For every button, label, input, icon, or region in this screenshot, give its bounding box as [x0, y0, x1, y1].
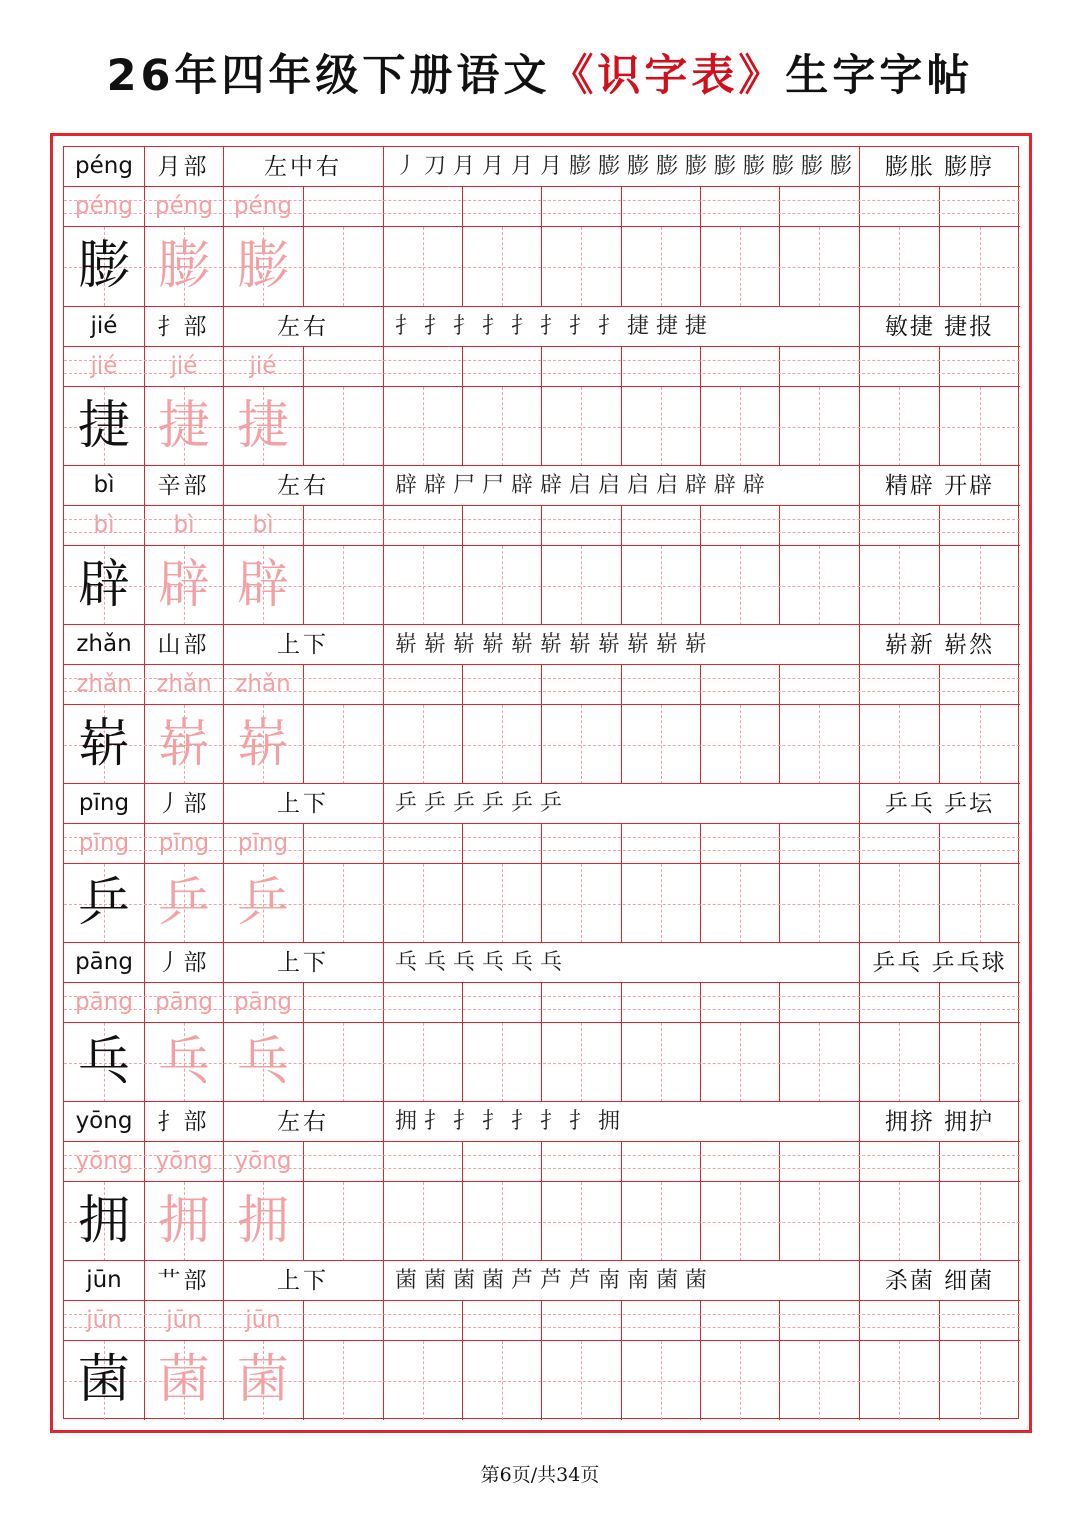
grid-column-line — [700, 824, 701, 943]
pinyin-label: jūn — [86, 1267, 122, 1293]
trace-pinyin: pāng — [75, 989, 133, 1015]
trace-character: 辟 — [157, 555, 210, 615]
title-highlight: 《识字表》 — [550, 51, 786, 101]
grid-column-line — [462, 983, 463, 1102]
trace-pinyin: jūn — [86, 1307, 122, 1333]
radical-label: 丿部 — [157, 950, 210, 976]
character-block — [64, 624, 1020, 784]
stroke-order-sequence: 拥 扌 扌 扌 扌 扌 扌 拥 — [395, 1109, 620, 1134]
radical-label: 辛部 — [157, 473, 210, 499]
title-prefix: 26年四年级下册语文 — [106, 51, 551, 101]
grid-column-line — [621, 347, 622, 466]
grid-column-line — [621, 824, 622, 943]
grid-column-line — [779, 187, 780, 306]
grid-column-line — [462, 187, 463, 306]
grid-column-line — [303, 187, 304, 306]
grid-column-line — [700, 506, 701, 625]
radical-label: 扌部 — [157, 1109, 210, 1135]
grid-column-line — [541, 1142, 542, 1261]
grid-column-line — [541, 347, 542, 466]
page-title — [0, 40, 1080, 112]
trace-character: 崭 — [236, 714, 289, 774]
grid-column-line — [303, 347, 304, 466]
structure-label: 上下 — [277, 1268, 329, 1294]
trace-character: 捷 — [157, 396, 210, 456]
trace-pinyin: yōng — [234, 1148, 292, 1174]
structure-label: 左右 — [277, 314, 329, 340]
model-character: 拥 — [77, 1191, 130, 1251]
trace-character: 膨 — [236, 236, 289, 296]
trace-character: 崭 — [157, 714, 210, 774]
grid-column-line — [939, 347, 940, 466]
model-character: 捷 — [77, 396, 130, 456]
trace-pinyin: pāng — [234, 989, 292, 1015]
example-words: 拥挤 拥护 — [884, 1109, 995, 1135]
grid-column-line — [700, 1301, 701, 1420]
grid-column-line — [700, 665, 701, 784]
trace-pinyin: pīng — [237, 830, 289, 856]
grid-column-line — [462, 1301, 463, 1420]
example-words: 杀菌 细菌 — [884, 1268, 995, 1294]
pinyin-label: jié — [90, 313, 118, 339]
structure-label: 左右 — [277, 473, 329, 499]
pinyin-label: zhǎn — [76, 631, 132, 657]
trace-character: 乒 — [157, 873, 210, 933]
grid-column-line — [303, 1142, 304, 1261]
trace-pinyin: yōng — [155, 1148, 213, 1174]
stroke-order-sequence: 乒 乒 乒 乒 乒 乒 — [395, 791, 562, 816]
stroke-order-sequence: 崭 崭 崭 崭 崭 崭 崭 崭 崭 崭 崭 — [395, 632, 707, 657]
trace-character: 菌 — [236, 1350, 289, 1410]
grid-column-line — [700, 1142, 701, 1261]
trace-character: 辟 — [236, 555, 289, 615]
trace-character: 乓 — [157, 1032, 210, 1092]
trace-pinyin: pāng — [155, 989, 213, 1015]
trace-pinyin: zhǎn — [76, 671, 132, 697]
grid-column-line — [541, 1301, 542, 1420]
trace-pinyin: péng — [155, 193, 213, 219]
grid-column-line — [303, 506, 304, 625]
grid-column-line — [541, 506, 542, 625]
grid-column-line — [939, 665, 940, 784]
grid-column-line — [462, 824, 463, 943]
trace-character: 乓 — [236, 1032, 289, 1092]
pinyin-label: bì — [93, 472, 115, 498]
grid-column-line — [779, 824, 780, 943]
grid-column-line — [462, 506, 463, 625]
trace-pinyin: jūn — [245, 1307, 281, 1333]
character-block — [64, 1101, 1020, 1261]
trace-character: 拥 — [157, 1191, 210, 1251]
grid-column-line — [939, 1142, 940, 1261]
grid-column-line — [939, 983, 940, 1102]
trace-pinyin: pīng — [78, 830, 130, 856]
trace-pinyin: bì — [173, 512, 195, 538]
grid-column-line — [779, 506, 780, 625]
stroke-order-sequence: 扌 扌 扌 扌 扌 扌 扌 扌 捷 捷 捷 — [395, 314, 707, 339]
grid-column-line — [462, 1142, 463, 1261]
example-words: 精辟 开辟 — [884, 473, 995, 499]
grid-column-line — [621, 187, 622, 306]
grid-column-line — [621, 1142, 622, 1261]
pinyin-label: pīng — [78, 790, 130, 816]
grid-column-line — [939, 506, 940, 625]
trace-pinyin: zhǎn — [235, 671, 291, 697]
grid-column-line — [541, 983, 542, 1102]
pinyin-label: pāng — [75, 949, 133, 975]
example-words: 乒乓 乒坛 — [884, 791, 995, 817]
grid-column-line — [621, 506, 622, 625]
character-block — [64, 783, 1020, 943]
trace-pinyin: jūn — [166, 1307, 202, 1333]
grid-column-line — [621, 665, 622, 784]
radical-label: 月部 — [157, 154, 210, 180]
grid-column-line — [462, 665, 463, 784]
stroke-order-sequence: 丿 刀 月 月 月 月 膨 膨 膨 膨 膨 膨 膨 膨 膨 膨 — [395, 154, 852, 179]
structure-label: 左中右 — [264, 154, 342, 180]
trace-pinyin: yōng — [75, 1148, 133, 1174]
grid-column-line — [541, 665, 542, 784]
trace-pinyin: pīng — [158, 830, 210, 856]
radical-label: 山部 — [157, 632, 210, 658]
character-block — [64, 465, 1020, 625]
example-words: 膨胀 膨脝 — [884, 154, 995, 180]
character-block — [64, 147, 1020, 306]
stroke-order-sequence: 辟 辟 尸 尸 辟 辟 启 启 启 启 辟 辟 辟 — [395, 473, 765, 498]
structure-label: 左右 — [277, 1109, 329, 1135]
example-words: 乒乓 乒乓球 — [872, 950, 1007, 976]
grid-column-line — [700, 187, 701, 306]
trace-pinyin: bì — [252, 512, 274, 538]
grid-column-line — [621, 1301, 622, 1420]
radical-label: 丿部 — [157, 791, 210, 817]
trace-pinyin: zhǎn — [156, 671, 212, 697]
worksheet-grid — [63, 146, 1019, 1419]
example-words: 崭新 崭然 — [884, 632, 995, 658]
trace-pinyin: jié — [90, 353, 118, 379]
trace-pinyin: péng — [75, 193, 133, 219]
page-footer: 第6页/共34页 — [480, 1464, 600, 1486]
grid-column-line — [779, 665, 780, 784]
pinyin-label: péng — [75, 153, 133, 179]
character-block — [64, 1260, 1020, 1420]
model-character: 辟 — [77, 555, 130, 615]
grid-column-line — [621, 983, 622, 1102]
trace-pinyin: jié — [249, 353, 277, 379]
trace-pinyin: bì — [93, 512, 115, 538]
grid-column-line — [779, 1301, 780, 1420]
grid-column-line — [462, 347, 463, 466]
title-suffix: 生字字帖 — [785, 51, 974, 101]
grid-column-line — [779, 983, 780, 1102]
trace-character: 菌 — [157, 1350, 210, 1410]
trace-pinyin: péng — [234, 193, 292, 219]
radical-label: 艹部 — [157, 1268, 210, 1294]
example-words: 敏捷 捷报 — [884, 314, 995, 340]
model-character: 崭 — [77, 714, 130, 774]
trace-pinyin: jié — [170, 353, 198, 379]
trace-character: 膨 — [157, 236, 210, 296]
trace-character: 拥 — [236, 1191, 289, 1251]
model-character: 膨 — [77, 236, 130, 296]
grid-column-line — [303, 824, 304, 943]
model-character: 乒 — [77, 873, 130, 933]
grid-column-line — [939, 187, 940, 306]
grid-column-line — [700, 983, 701, 1102]
character-block — [64, 306, 1020, 466]
stroke-order-sequence: 菌 菌 菌 菌 芦 芦 芦 南 南 菌 菌 — [395, 1268, 707, 1293]
stroke-order-sequence: 乓 乓 乓 乓 乓 乓 — [395, 950, 562, 975]
grid-column-line — [541, 824, 542, 943]
radical-label: 扌部 — [157, 314, 210, 340]
character-block — [64, 942, 1020, 1102]
trace-character: 乒 — [236, 873, 289, 933]
model-character: 乓 — [77, 1032, 130, 1092]
structure-label: 上下 — [277, 632, 329, 658]
grid-column-line — [779, 1142, 780, 1261]
grid-column-line — [700, 347, 701, 466]
grid-column-line — [303, 1301, 304, 1420]
grid-column-line — [939, 1301, 940, 1420]
structure-label: 上下 — [277, 791, 329, 817]
trace-character: 捷 — [236, 396, 289, 456]
structure-label: 上下 — [277, 950, 329, 976]
pinyin-label: yōng — [75, 1108, 133, 1134]
grid-column-line — [303, 983, 304, 1102]
grid-column-line — [541, 187, 542, 306]
grid-column-line — [939, 824, 940, 943]
grid-column-line — [303, 665, 304, 784]
model-character: 菌 — [77, 1350, 130, 1410]
grid-column-line — [779, 347, 780, 466]
